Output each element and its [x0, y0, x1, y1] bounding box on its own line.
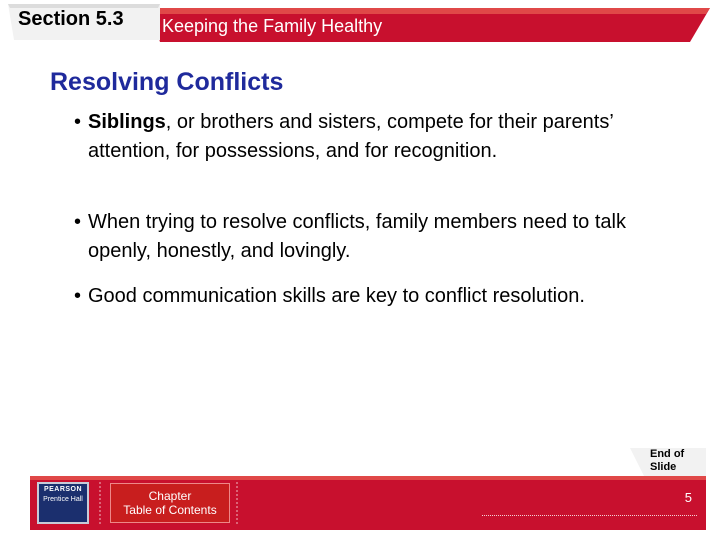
logo-imprint: Prentice Hall [43, 496, 83, 503]
bullet-dot: • [74, 211, 82, 233]
bullet-item [74, 208, 644, 266]
toc-label-line2: Table of Contents [123, 503, 217, 517]
end-of-slide-label [650, 448, 700, 474]
logo-brand: PEARSON [43, 486, 83, 493]
section-label: Section 5.3 [18, 8, 124, 30]
footer-banner-shape [0, 476, 720, 540]
bullet-rest: When trying to resolve conflicts, family members need to talk openly, honestly, and lovingly. [88, 211, 626, 262]
copyright-line [482, 515, 697, 520]
chapter-title: Keeping the Family Healthy [162, 16, 383, 36]
chapter-toc-button[interactable] [110, 483, 230, 523]
footer-bar [0, 476, 720, 540]
slide-title: Resolving Conflicts [50, 68, 284, 96]
page-number: 5 [684, 490, 692, 505]
bullet-item [74, 108, 644, 166]
end-of-slide-line2: Slide [650, 461, 677, 473]
bullet-dot: • [74, 111, 82, 133]
bullet-text [74, 108, 644, 166]
bullet-item [74, 282, 644, 311]
bullet-dot: • [74, 285, 82, 307]
bullet-text [74, 208, 644, 266]
toc-label-line1: Chapter [148, 489, 192, 503]
bullet-text [74, 282, 644, 311]
end-of-slide-line1: End of [650, 448, 685, 460]
pearson-logo [37, 482, 89, 524]
bullet-rest: Good communication skills are key to conflict resolution. [88, 285, 585, 307]
bullet-bold-term: Siblings [88, 111, 166, 133]
bullet-rest: , or brothers and sisters, compete for their parents’ attention, for possessions, and for recognition. [88, 111, 614, 162]
